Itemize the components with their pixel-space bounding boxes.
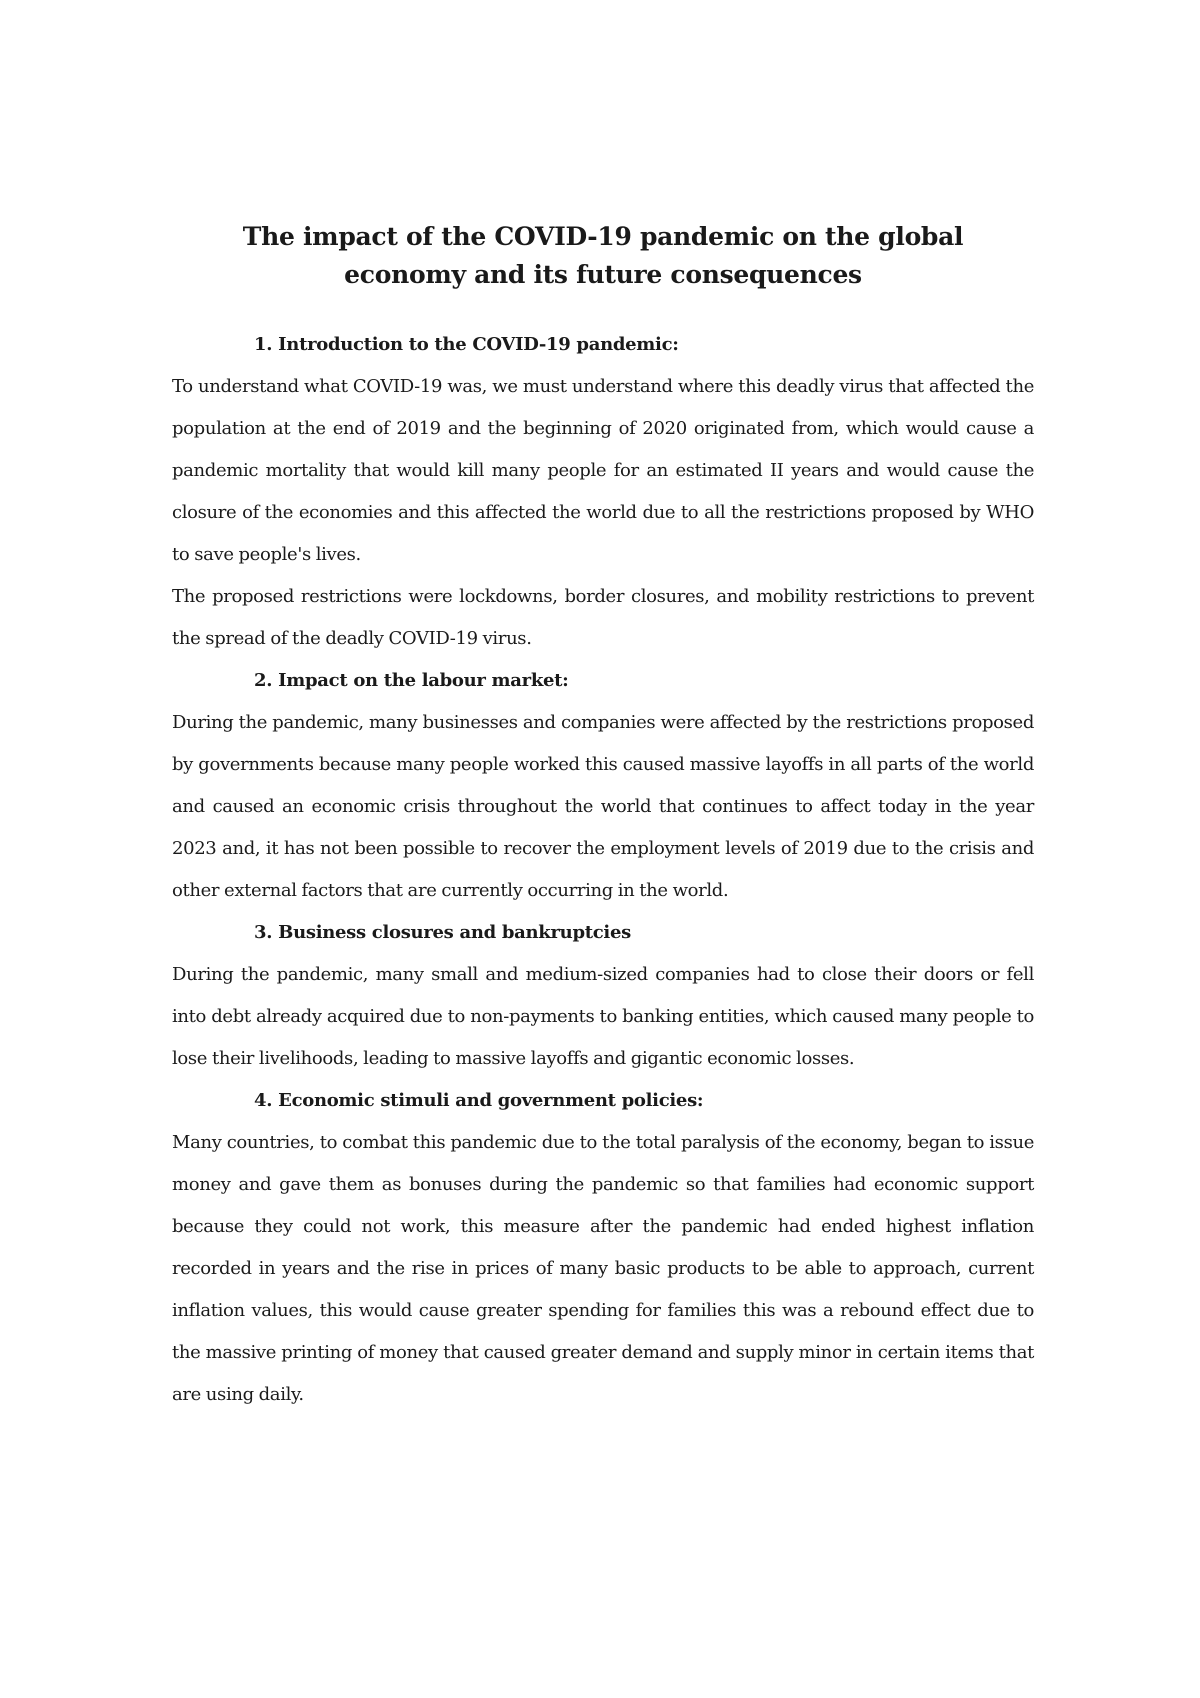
section-heading: 1. Introduction to the COVID-19 pandemic: bbox=[254, 334, 679, 355]
section-heading: 3. Business closures and bankruptcies bbox=[254, 922, 631, 943]
paragraph: During the pandemic, many businesses and companies were affected by the restrictions proposed by governments because many people worked this caused massive layoffs in all parts of the world and caused an economic crisis throughout the world that continues to affect today in the year 2023 and, it has not been possible to recover the employment levels of 2019 due to the crisis and other external factors that are currently occurring in the world. bbox=[172, 712, 1034, 901]
document-title bbox=[172, 218, 1034, 294]
section-business-closures bbox=[172, 912, 1034, 1080]
paragraph: To understand what COVID-19 was, we must understand where this deadly virus that affected the population at the end of 2019 and the beginning of 2020 originated from, which would cause a pandemic mortality that would kill many people for an estimated II years and would cause the closure of the economies and this affected the world due to all the restrictions proposed by WHO to save people's lives. bbox=[172, 376, 1034, 565]
section-heading: 4. Economic stimuli and government policies: bbox=[254, 1090, 704, 1111]
paragraph: During the pandemic, many small and medium-sized companies had to close their doors or fell into debt already acquired due to non-payments to banking entities, which caused many people to lose their livelihoods, leading to massive layoffs and gigantic economic losses. bbox=[172, 964, 1034, 1069]
paragraph: The proposed restrictions were lockdowns, border closures, and mobility restrictions to prevent the spread of the deadly COVID-19 virus. bbox=[172, 586, 1034, 649]
document-page bbox=[172, 218, 1034, 1416]
section-labour-market bbox=[172, 660, 1034, 912]
section-heading: 2. Impact on the labour market: bbox=[254, 670, 569, 691]
section-introduction bbox=[172, 324, 1034, 660]
section-economic-stimuli bbox=[172, 1080, 1034, 1416]
title-line-1: The impact of the COVID-19 pandemic on the global bbox=[242, 222, 964, 251]
title-line-2: economy and its future consequences bbox=[344, 260, 862, 289]
paragraph: Many countries, to combat this pandemic due to the total paralysis of the economy, began to issue money and gave them as bonuses during the pandemic so that families had economic support because they could not work, this measure after the pandemic had ended highest inflation recorded in years and the rise in prices of many basic products to be able to approach, current inflation values, this would cause greater spending for families this was a rebound effect due to the massive printing of money that caused greater demand and supply minor in certain items that are using daily. bbox=[172, 1132, 1034, 1405]
